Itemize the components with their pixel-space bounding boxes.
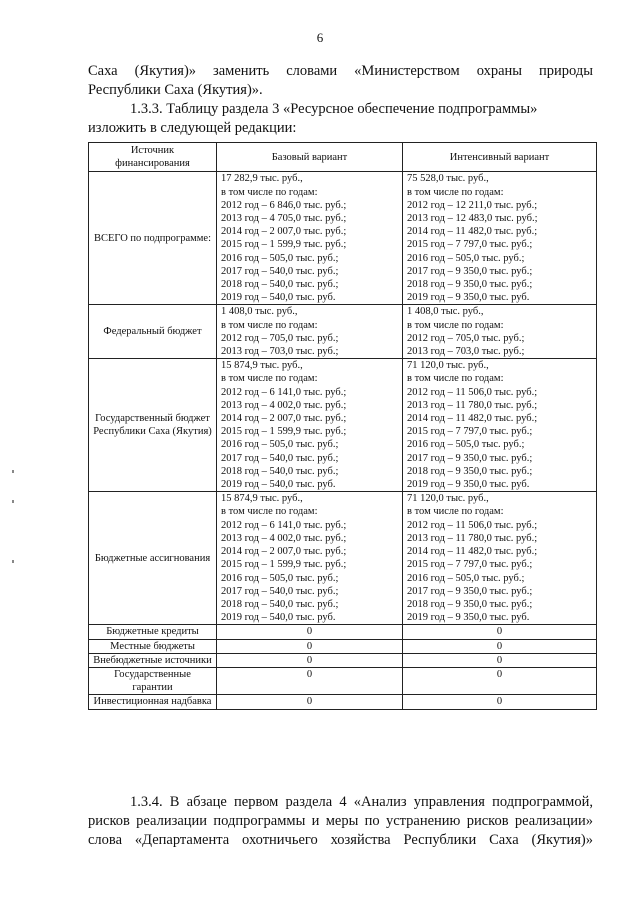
- table-row: [89, 492, 597, 625]
- intensive-variant-cell: [403, 667, 597, 694]
- intensive-value-line: 0: [496, 640, 503, 652]
- intensive-value-line: 2012 год – 11 506,0 тыс. руб.;: [407, 519, 538, 531]
- intensive-value-line: 2013 год – 11 780,0 тыс. руб.;: [407, 532, 538, 544]
- table-row: [89, 639, 597, 653]
- intensive-value-line: 2019 год – 9 350,0 тыс. руб.: [407, 479, 530, 491]
- intensive-value-line: 2019 год – 9 350,0 тыс. руб.: [407, 612, 530, 624]
- base-value-line: 2012 год – 705,0 тыс. руб.;: [221, 332, 339, 344]
- base-value-line: 0: [306, 668, 313, 680]
- base-value-line: 2018 год – 540,0 тыс. руб.;: [221, 279, 339, 291]
- intensive-variant-cell: [403, 639, 597, 653]
- resource-table: [88, 142, 597, 710]
- base-value-line: 15 874,9 тыс. руб.,: [221, 360, 303, 372]
- intro-line-1: Саха (Якутия)» заменить словами «Министерством охраны природы: [88, 63, 593, 79]
- outro-line-2: рисков реализации подпрограммы и меры по устранению рисков реализации»: [88, 813, 593, 829]
- intensive-value-line: 2018 год – 9 350,0 тыс. руб.;: [407, 465, 533, 477]
- intensive-variant-cell: [403, 305, 597, 359]
- base-variant-cell: [217, 492, 403, 625]
- intensive-variant-cell: [403, 172, 597, 305]
- base-value-line: 2017 год – 540,0 тыс. руб.;: [221, 452, 339, 464]
- outro-paragraph: [88, 793, 593, 850]
- header-source: Источник финансирования: [89, 143, 217, 172]
- base-value-line: 2018 год – 540,0 тыс. руб.;: [221, 465, 339, 477]
- intensive-value-line: 2014 год – 11 482,0 тыс. руб.;: [407, 546, 538, 558]
- intensive-value-line: 0: [496, 668, 503, 680]
- funding-source-cell: Бюджетные ассигнования: [89, 492, 217, 625]
- base-value-line: 2012 год – 6 141,0 тыс. руб.;: [221, 386, 347, 398]
- intensive-value-line: 2013 год – 703,0 тыс. руб.;: [407, 346, 525, 358]
- funding-source-cell: Внебюджетные источники: [89, 653, 217, 667]
- base-value-line: в том числе по годам:: [221, 373, 318, 385]
- intro-line-3: 1.3.3. Таблицу раздела 3 «Ресурсное обеспечение подпрограммы»: [130, 101, 538, 117]
- intensive-value-line: 75 528,0 тыс. руб.,: [407, 173, 489, 185]
- table-row: [89, 305, 597, 359]
- base-value-line: 2015 год – 1 599,9 тыс. руб.;: [221, 559, 347, 571]
- scan-mark: [12, 560, 14, 563]
- funding-source-cell: Инвестиционная надбавка: [89, 695, 217, 709]
- scan-mark: [12, 470, 14, 473]
- intensive-value-line: 1 408,0 тыс. руб.,: [407, 306, 484, 318]
- base-value-line: 2013 год – 4 705,0 тыс. руб.;: [221, 213, 347, 225]
- table-row: [89, 359, 597, 492]
- table-row: [89, 172, 597, 305]
- base-variant-cell: [217, 639, 403, 653]
- intensive-value-line: 71 120,0 тыс. руб.,: [407, 360, 489, 372]
- intensive-value-line: 0: [496, 696, 503, 708]
- header-intensive: Интенсивный вариант: [403, 143, 597, 172]
- base-value-line: 2019 год – 540,0 тыс. руб.: [221, 479, 336, 491]
- intro-line-2: Республики Саха (Якутия)».: [88, 82, 263, 98]
- intensive-value-line: 0: [496, 626, 503, 638]
- base-value-line: 2019 год – 540,0 тыс. руб.: [221, 612, 336, 624]
- base-value-line: 2018 год – 540,0 тыс. руб.;: [221, 598, 339, 610]
- base-value-line: 2016 год – 505,0 тыс. руб.;: [221, 439, 339, 451]
- intro-line-4: изложить в следующей редакции:: [88, 120, 297, 136]
- base-value-line: 0: [306, 640, 313, 652]
- intensive-value-line: в том числе по годам:: [407, 319, 504, 331]
- base-variant-cell: [217, 653, 403, 667]
- intensive-value-line: 2016 год – 505,0 тыс. руб.;: [407, 572, 525, 584]
- intro-paragraph: [88, 62, 593, 138]
- outro-line-1: 1.3.4. В абзаце первом раздела 4 «Анализ управления подпрограммой,: [130, 794, 593, 810]
- intensive-value-line: 71 120,0 тыс. руб.,: [407, 493, 489, 505]
- funding-source-cell: ВСЕГО по подпрограмме:: [89, 172, 217, 305]
- base-value-line: 2012 год – 6 141,0 тыс. руб.;: [221, 519, 347, 531]
- table-row: [89, 625, 597, 639]
- intensive-variant-cell: [403, 625, 597, 639]
- page-number: 6: [316, 30, 324, 45]
- intensive-value-line: 0: [496, 654, 503, 666]
- base-value-line: в том числе по годам:: [221, 186, 318, 198]
- header-base: Базовый вариант: [217, 143, 403, 172]
- funding-source-cell: Федеральный бюджет: [89, 305, 217, 359]
- base-value-line: 2014 год – 2 007,0 тыс. руб.;: [221, 226, 347, 238]
- intensive-value-line: 2013 год – 12 483,0 тыс. руб.;: [407, 213, 538, 225]
- intensive-value-line: 2016 год – 505,0 тыс. руб.;: [407, 252, 525, 264]
- base-value-line: 2017 год – 540,0 тыс. руб.;: [221, 585, 339, 597]
- base-value-line: 2013 год – 4 002,0 тыс. руб.;: [221, 399, 347, 411]
- base-value-line: 2017 год – 540,0 тыс. руб.;: [221, 265, 339, 277]
- intensive-value-line: 2012 год – 11 506,0 тыс. руб.;: [407, 386, 538, 398]
- base-value-line: 2015 год – 1 599,9 тыс. руб.;: [221, 239, 347, 251]
- base-value-line: 0: [306, 654, 313, 666]
- base-value-line: 15 874,9 тыс. руб.,: [221, 493, 303, 505]
- intensive-value-line: 2018 год – 9 350,0 тыс. руб.;: [407, 598, 533, 610]
- base-value-line: в том числе по годам:: [221, 506, 318, 518]
- intensive-value-line: 2019 год – 9 350,0 тыс. руб.: [407, 292, 530, 304]
- base-variant-cell: [217, 667, 403, 694]
- intensive-value-line: 2017 год – 9 350,0 тыс. руб.;: [407, 452, 533, 464]
- intensive-value-line: 2017 год – 9 350,0 тыс. руб.;: [407, 265, 533, 277]
- scan-mark: [12, 500, 14, 503]
- table-row: [89, 653, 597, 667]
- intensive-value-line: в том числе по годам:: [407, 186, 504, 198]
- intensive-value-line: 2017 год – 9 350,0 тыс. руб.;: [407, 585, 533, 597]
- base-value-line: 2016 год – 505,0 тыс. руб.;: [221, 572, 339, 584]
- funding-source-cell: Государственный бюджет Республики Саха (Якутия): [89, 359, 217, 492]
- funding-source-cell: Бюджетные кредиты: [89, 625, 217, 639]
- base-value-line: 2013 год – 703,0 тыс. руб.;: [221, 346, 339, 358]
- table-header-row: [89, 143, 597, 172]
- funding-source-cell: Местные бюджеты: [89, 639, 217, 653]
- base-value-line: 17 282,9 тыс. руб.,: [221, 173, 303, 185]
- base-value-line: 2013 год – 4 002,0 тыс. руб.;: [221, 532, 347, 544]
- base-value-line: 0: [306, 696, 313, 708]
- intensive-variant-cell: [403, 492, 597, 625]
- intensive-value-line: в том числе по годам:: [407, 506, 504, 518]
- intensive-value-line: 2012 год – 705,0 тыс. руб.;: [407, 332, 525, 344]
- intensive-value-line: 2018 год – 9 350,0 тыс. руб.;: [407, 279, 533, 291]
- table-row: [89, 667, 597, 694]
- base-variant-cell: [217, 359, 403, 492]
- base-value-line: 1 408,0 тыс. руб.,: [221, 306, 298, 318]
- funding-source-cell: Государственные гарантии: [89, 667, 217, 694]
- base-value-line: 0: [306, 626, 313, 638]
- intensive-value-line: в том числе по годам:: [407, 373, 504, 385]
- intensive-value-line: 2015 год – 7 797,0 тыс. руб.;: [407, 426, 533, 438]
- intensive-value-line: 2016 год – 505,0 тыс. руб.;: [407, 439, 525, 451]
- base-variant-cell: [217, 305, 403, 359]
- table-row: [89, 695, 597, 709]
- base-value-line: 2019 год – 540,0 тыс. руб.: [221, 292, 336, 304]
- base-variant-cell: [217, 625, 403, 639]
- intensive-variant-cell: [403, 359, 597, 492]
- base-variant-cell: [217, 172, 403, 305]
- intensive-value-line: 2015 год – 7 797,0 тыс. руб.;: [407, 559, 533, 571]
- base-value-line: 2014 год – 2 007,0 тыс. руб.;: [221, 413, 347, 425]
- base-value-line: 2015 год – 1 599,9 тыс. руб.;: [221, 426, 347, 438]
- intensive-value-line: 2014 год – 11 482,0 тыс. руб.;: [407, 413, 538, 425]
- intensive-value-line: 2015 год – 7 797,0 тыс. руб.;: [407, 239, 533, 251]
- base-value-line: 2016 год – 505,0 тыс. руб.;: [221, 252, 339, 264]
- outro-line-3: слова «Департамента охотничьего хозяйства Республики Саха (Якутия)»: [88, 832, 593, 848]
- intensive-value-line: 2012 год – 12 211,0 тыс. руб.;: [407, 199, 538, 211]
- base-value-line: 2014 год – 2 007,0 тыс. руб.;: [221, 546, 347, 558]
- table-body: [89, 172, 597, 709]
- intensive-variant-cell: [403, 695, 597, 709]
- intensive-value-line: 2014 год – 11 482,0 тыс. руб.;: [407, 226, 538, 238]
- base-value-line: 2012 год – 6 846,0 тыс. руб.;: [221, 199, 347, 211]
- intensive-value-line: 2013 год – 11 780,0 тыс. руб.;: [407, 399, 538, 411]
- base-value-line: в том числе по годам:: [221, 319, 318, 331]
- base-variant-cell: [217, 695, 403, 709]
- intensive-variant-cell: [403, 653, 597, 667]
